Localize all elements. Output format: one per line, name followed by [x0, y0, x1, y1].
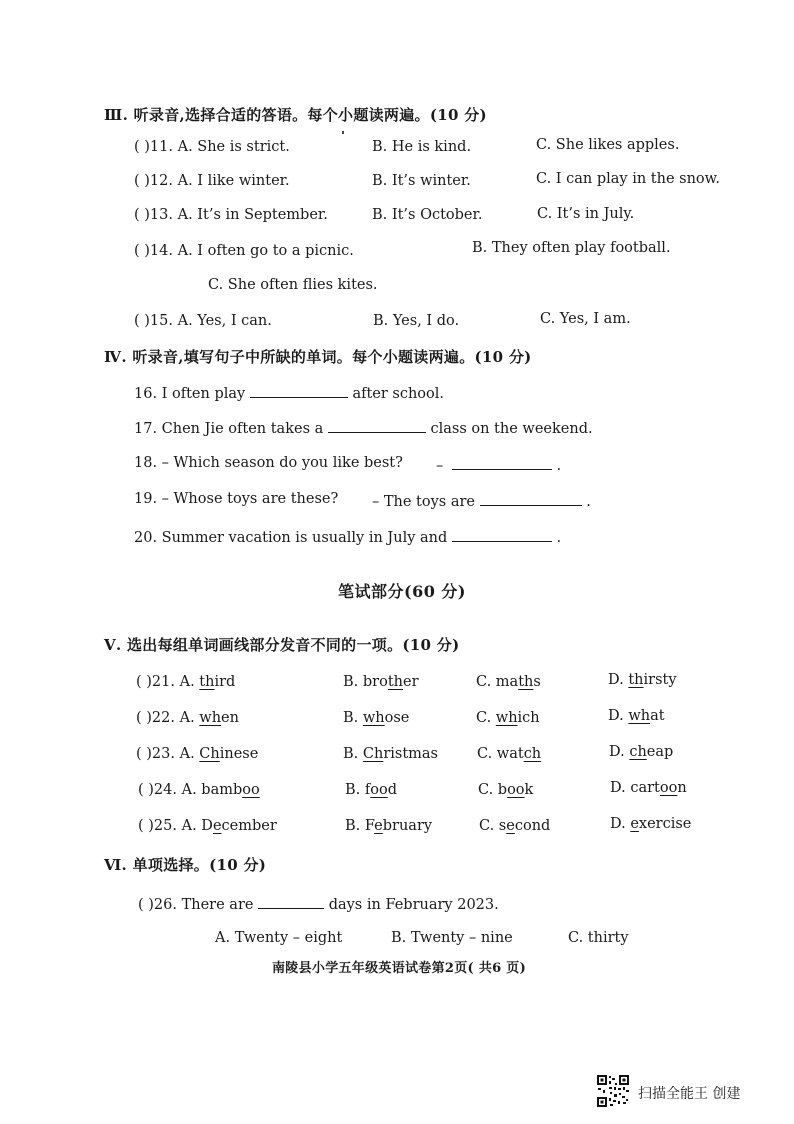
- option-b-pre: B. f: [345, 782, 371, 798]
- section-6-heading: Ⅵ. 单项选择。(10 分): [104, 856, 267, 874]
- option-a-post: cember: [221, 818, 277, 834]
- question-15-b: B. Yes, I do.: [373, 313, 460, 329]
- option-b-post: bruary: [382, 818, 433, 834]
- question-26-option-a: A. Twenty – eight: [215, 930, 343, 946]
- question-23-c: [477, 746, 541, 762]
- option-d-pre: D.: [609, 744, 630, 760]
- question-25-c: [479, 818, 550, 834]
- option-b-post: d: [387, 782, 398, 798]
- answer-blank-17[interactable]: [328, 418, 426, 433]
- option-d-post: eap: [646, 744, 674, 760]
- option-d-post: at: [650, 708, 665, 724]
- option-d-post: n: [677, 780, 687, 796]
- question-24-c: [478, 782, 533, 798]
- option-a-underline: e: [212, 818, 222, 834]
- option-d-pre: D.: [608, 708, 629, 724]
- question-15-c: C. Yes, I am.: [540, 311, 631, 327]
- question-17-suffix: class on the weekend.: [430, 421, 593, 437]
- option-c-pre: C. wat: [477, 746, 524, 762]
- question-20-suffix: .: [556, 530, 562, 546]
- answer-blank-20[interactable]: [452, 527, 552, 542]
- option-d-pre: D.: [608, 672, 629, 688]
- option-d-pre: D. cart: [610, 780, 660, 796]
- question-25-b: [345, 818, 432, 834]
- question-22-num: ( )22. A.: [136, 710, 195, 726]
- option-c-post: s: [533, 674, 541, 690]
- question-21-b: [343, 674, 419, 690]
- option-a-underline: oo: [242, 782, 260, 798]
- option-c-post: ich: [517, 710, 540, 726]
- question-19-prefix: 19. – Whose toys are these?: [134, 491, 339, 507]
- answer-blank-18[interactable]: [452, 455, 552, 470]
- option-d-underline: wh: [628, 708, 651, 724]
- question-26: [138, 894, 499, 913]
- question-23-num: ( )23. A.: [136, 746, 195, 762]
- question-15-a: ( )15. A. Yes, I can.: [134, 313, 272, 329]
- answer-blank-16[interactable]: [250, 383, 348, 398]
- question-24-num: ( )24. A.: [138, 782, 197, 798]
- question-25-num: ( )25. A.: [138, 818, 197, 834]
- question-14-b: B. They often play football.: [472, 240, 671, 256]
- question-21-num: ( )21. A.: [136, 674, 195, 690]
- question-20-prefix: 20. Summer vacation is usually in July and: [134, 530, 448, 546]
- question-22-c: [476, 710, 540, 726]
- question-17-prefix: 17. Chen Jie often takes a: [134, 421, 324, 437]
- option-b-underline: wh: [362, 710, 385, 726]
- question-18-prefix: 18. – Which season do you like best?: [134, 455, 403, 471]
- question-26-prefix: ( )26. There are: [138, 897, 254, 913]
- option-d-post: irsty: [643, 672, 677, 688]
- question-11-b: B. He is kind.: [372, 139, 472, 155]
- answer-blank-19[interactable]: [480, 491, 582, 506]
- option-b-underline: th: [387, 674, 403, 690]
- question-11-a: ( )11. A. She is strict.: [134, 139, 290, 155]
- option-c-post: cond: [514, 818, 551, 834]
- option-a-post: en: [221, 710, 239, 726]
- section-5-heading: Ⅴ. 选出每组单词画线部分发音不同的一项。(10 分): [104, 636, 460, 654]
- question-22-b: [343, 710, 409, 726]
- option-c-pre: C. s: [479, 818, 507, 834]
- question-21-c: [476, 674, 541, 690]
- question-13-b: B. It’s October.: [372, 207, 483, 223]
- option-b-pre: B.: [343, 746, 363, 762]
- question-14-a: ( )14. A. I often go to a picnic.: [134, 243, 354, 259]
- question-21: [136, 674, 235, 690]
- option-a-underline: th: [199, 674, 215, 690]
- question-12-a: ( )12. A. I like winter.: [134, 173, 290, 189]
- question-16-suffix: after school.: [352, 386, 445, 402]
- question-23: [136, 746, 258, 762]
- question-19-suffix: .: [586, 494, 591, 510]
- option-d-underline: oo: [659, 780, 678, 796]
- option-a-underline: wh: [199, 710, 222, 726]
- option-b-underline: oo: [370, 782, 388, 798]
- option-b-pre: B.: [343, 710, 363, 726]
- option-d-underline: ch: [629, 744, 647, 760]
- question-26-option-b: B. Twenty – nine: [391, 930, 513, 946]
- question-18-answer: [436, 455, 561, 474]
- option-a-post: inese: [219, 746, 259, 762]
- question-13-c: C. It’s in July.: [537, 206, 635, 222]
- option-d-underline: th: [628, 672, 644, 688]
- question-24-d: [610, 780, 687, 796]
- question-22-d: [608, 708, 665, 724]
- question-23-b: [343, 746, 438, 762]
- option-d-post: xercise: [638, 816, 692, 832]
- question-20: [134, 527, 561, 546]
- answer-blank-26[interactable]: [258, 894, 324, 909]
- option-b-pre: B. F: [345, 818, 375, 834]
- option-c-pre: C. b: [478, 782, 508, 798]
- option-c-underline: oo: [507, 782, 525, 798]
- question-14-c: C. She often flies kites.: [208, 277, 378, 293]
- option-b-underline: Ch: [362, 746, 384, 762]
- ink-dot: [342, 131, 344, 134]
- question-19-answer: [372, 491, 591, 510]
- question-11-c: C. She likes apples.: [536, 137, 680, 153]
- question-22: [136, 710, 239, 726]
- option-c-pre: C.: [476, 710, 496, 726]
- question-12-b: B. It’s winter.: [372, 173, 471, 189]
- option-c-underline: wh: [495, 710, 518, 726]
- page-footer: 南陵县小学五年级英语试卷第2页( 共6 页): [272, 961, 527, 976]
- question-12-c: C. I can play in the snow.: [536, 171, 720, 187]
- written-part-title: 笔试部分(60 分): [338, 582, 466, 601]
- option-b-post: ose: [384, 710, 410, 726]
- option-a-pre: D: [201, 818, 213, 834]
- question-16: [134, 383, 444, 402]
- question-25-d: [610, 816, 691, 832]
- question-18-suffix: .: [556, 458, 562, 474]
- option-b-post: er: [403, 674, 419, 690]
- question-23-d: [609, 744, 673, 760]
- option-a-underline: Ch: [199, 746, 220, 762]
- section-4-heading: Ⅳ. 听录音,填写句子中所缺的单词。每个小题读两遍。(10 分): [104, 348, 532, 366]
- qr-code-icon: [596, 1074, 630, 1108]
- option-b-post: ristmas: [383, 746, 438, 762]
- section-3-heading: Ⅲ. 听录音,选择合适的答语。每个小题读两遍。(10 分): [104, 106, 487, 124]
- question-18-dash: –: [436, 458, 444, 474]
- option-d-pre: D.: [610, 816, 631, 832]
- question-24: [138, 782, 260, 798]
- option-c-post: k: [524, 782, 534, 798]
- question-26-suffix: days in February 2023.: [328, 897, 499, 913]
- option-a-post: ird: [214, 674, 236, 690]
- option-b-underline: e: [374, 818, 383, 834]
- question-26-option-c: C. thirty: [568, 930, 629, 946]
- question-13-a: ( )13. A. It’s in September.: [134, 207, 328, 223]
- option-c-underline: th: [518, 674, 534, 690]
- question-24-b: [345, 782, 397, 798]
- question-21-d: [608, 672, 677, 688]
- option-b-pre: B. bro: [343, 674, 388, 690]
- question-25: [138, 818, 277, 834]
- question-16-prefix: 16. I often play: [134, 386, 246, 402]
- question-17: [134, 418, 593, 437]
- option-c-pre: C. ma: [476, 674, 519, 690]
- question-19-mid: – The toys are: [372, 494, 476, 510]
- option-a-pre: bamb: [201, 782, 243, 798]
- option-d-underline: e: [630, 816, 639, 832]
- option-c-underline: ch: [523, 746, 542, 762]
- option-c-underline: e: [506, 818, 515, 834]
- scanner-watermark: 扫描全能王 创建: [638, 1086, 741, 1102]
